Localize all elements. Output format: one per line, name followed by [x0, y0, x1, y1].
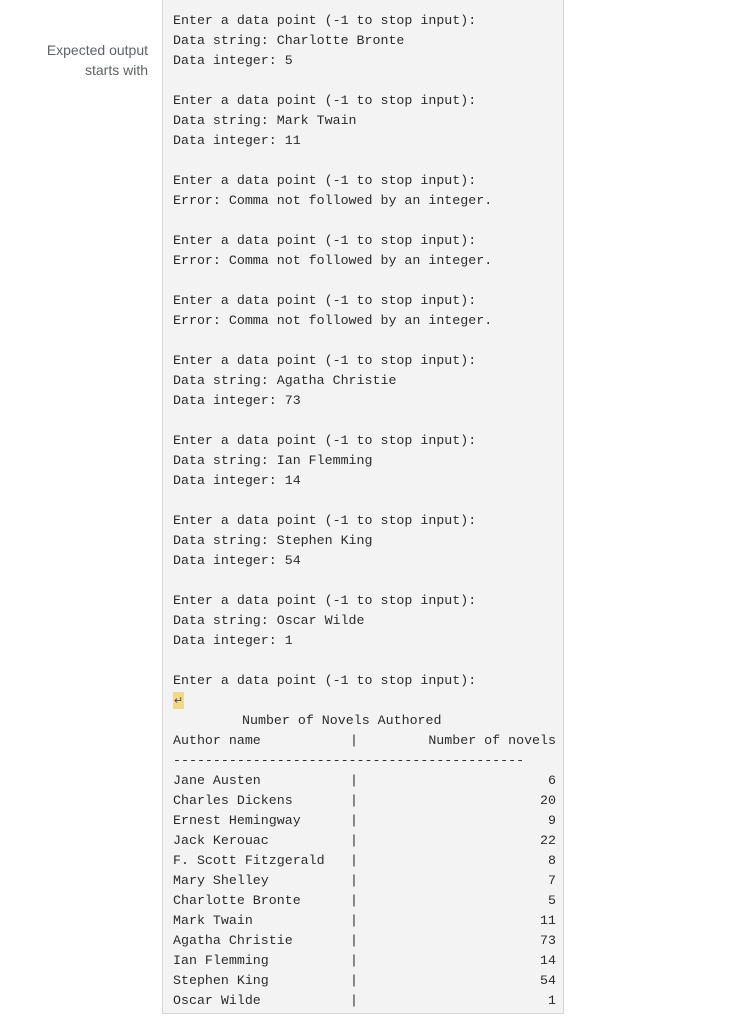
- output-line: Data string: Oscar Wilde: [173, 613, 365, 628]
- expected-output-label-line2: starts with: [84, 62, 148, 78]
- novel-count: 14: [540, 953, 556, 968]
- column-separator: |: [350, 733, 358, 748]
- output-line: [173, 491, 492, 511]
- output-line: Data integer: 5: [173, 53, 293, 68]
- newline-icon: ↵: [173, 694, 184, 707]
- table-header: [173, 731, 558, 751]
- novel-count: 54: [540, 973, 556, 988]
- output-line: [173, 211, 492, 231]
- table-row: [173, 851, 558, 871]
- author-name: Stephen King: [173, 973, 269, 988]
- table-row: [173, 791, 558, 811]
- output-line: Enter a data point (-1 to stop input):: [173, 673, 477, 688]
- output-line: Error: Comma not followed by an integer.: [173, 253, 493, 268]
- column-separator: |: [350, 773, 358, 788]
- output-line: Data string: Agatha Christie: [173, 373, 397, 388]
- column-separator: |: [350, 913, 358, 928]
- author-name: Charlotte Bronte: [173, 893, 301, 908]
- output-line: Error: Comma not followed by an integer.: [173, 313, 493, 328]
- column-separator: |: [350, 833, 358, 848]
- author-name: F. Scott Fitzgerald: [173, 853, 325, 868]
- author-name: Mary Shelley: [173, 873, 269, 888]
- table-title: Number of Novels Authored: [242, 713, 442, 728]
- column-separator: |: [350, 853, 358, 868]
- output-line: [173, 571, 492, 591]
- novel-count-header: Number of novels: [428, 733, 556, 748]
- output-line: Data string: Stephen King: [173, 533, 373, 548]
- output-line: [173, 691, 492, 711]
- novel-count: 73: [540, 933, 556, 948]
- table-row: [173, 971, 558, 991]
- column-separator: |: [350, 793, 358, 808]
- column-separator: |: [350, 873, 358, 888]
- output-line: Data integer: 54: [173, 553, 301, 568]
- output-line: [173, 651, 492, 671]
- output-line: Enter a data point (-1 to stop input):: [173, 233, 477, 248]
- output-lines: [173, 11, 492, 711]
- table-row: [173, 991, 558, 1011]
- output-line: Enter a data point (-1 to stop input):: [173, 353, 477, 368]
- author-name: Ernest Hemingway: [173, 813, 301, 828]
- column-separator: |: [350, 813, 358, 828]
- author-name: Jane Austen: [173, 773, 261, 788]
- author-name: Ian Flemming: [173, 953, 269, 968]
- output-line: Data integer: 1: [173, 633, 293, 648]
- expected-output-label: [0, 40, 148, 80]
- output-line: [173, 411, 492, 431]
- output-line: Enter a data point (-1 to stop input):: [173, 513, 477, 528]
- output-line: Error: Comma not followed by an integer.: [173, 193, 493, 208]
- output-line: [173, 71, 492, 91]
- output-line: Data integer: 73: [173, 393, 301, 408]
- output-line: [173, 271, 492, 291]
- expected-output-label-line1: Expected output: [46, 42, 148, 58]
- table-row: [173, 831, 558, 851]
- output-line: Data integer: 14: [173, 473, 301, 488]
- author-name: Charles Dickens: [173, 793, 293, 808]
- column-separator: |: [350, 933, 358, 948]
- column-separator: |: [350, 953, 358, 968]
- output-line: Data string: Ian Flemming: [173, 453, 373, 468]
- column-separator: |: [350, 993, 358, 1008]
- novel-count: 1: [548, 993, 556, 1008]
- output-panel: [162, 0, 564, 1014]
- table-row: [173, 931, 558, 951]
- table-rule: --------------------------------------------: [173, 753, 525, 768]
- output-line: Enter a data point (-1 to stop input):: [173, 433, 477, 448]
- novel-count: 5: [548, 893, 556, 908]
- column-separator: |: [350, 973, 358, 988]
- table-row: [173, 951, 558, 971]
- novel-count: 11: [540, 913, 556, 928]
- table-row: [173, 771, 558, 791]
- output-line: Enter a data point (-1 to stop input):: [173, 93, 477, 108]
- table-row: [173, 811, 558, 831]
- author-name: Agatha Christie: [173, 933, 293, 948]
- column-separator: |: [350, 893, 358, 908]
- novel-count: 22: [540, 833, 556, 848]
- novel-count: 6: [548, 773, 556, 788]
- novel-count: 9: [548, 813, 556, 828]
- output-line: [173, 151, 492, 171]
- novel-count: 7: [548, 873, 556, 888]
- author-name: Jack Kerouac: [173, 833, 269, 848]
- output-line: Enter a data point (-1 to stop input):: [173, 593, 477, 608]
- author-name: Mark Twain: [173, 913, 253, 928]
- novel-count: 20: [540, 793, 556, 808]
- output-line: Enter a data point (-1 to stop input):: [173, 293, 477, 308]
- output-line: Enter a data point (-1 to stop input):: [173, 173, 477, 188]
- novel-count: 8: [548, 853, 556, 868]
- output-line: [173, 331, 492, 351]
- author-name-header: Author name: [173, 733, 261, 748]
- output-line: Data string: Mark Twain: [173, 113, 357, 128]
- table-row: [173, 891, 558, 911]
- table-row: [173, 911, 558, 931]
- output-line: Data integer: 11: [173, 133, 301, 148]
- output-line: Data string: Charlotte Bronte: [173, 33, 405, 48]
- output-line: Enter a data point (-1 to stop input):: [173, 13, 477, 28]
- table-row: [173, 871, 558, 891]
- author-name: Oscar Wilde: [173, 993, 261, 1008]
